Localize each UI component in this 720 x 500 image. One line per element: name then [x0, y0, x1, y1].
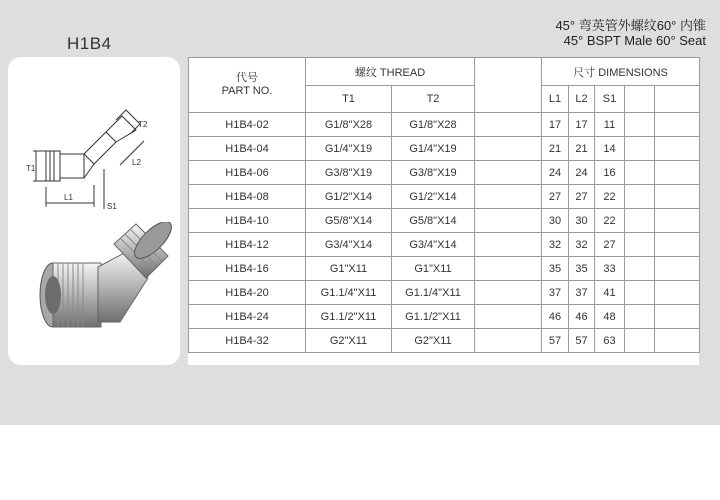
blank-cell — [475, 185, 542, 209]
t1-cell: G5/8"X14 — [306, 209, 392, 233]
header-extra-1 — [625, 86, 655, 113]
blank-cell — [475, 233, 542, 257]
header-part-no: 代号 PART NO. — [189, 58, 306, 113]
s1-cell: 14 — [595, 137, 625, 161]
subtitle-cn: 45° 弯英管外螺纹60° 内锥 — [555, 18, 706, 33]
l2-cell: 24 — [569, 161, 595, 185]
l2-cell: 35 — [569, 257, 595, 281]
part-cell: H1B4-08 — [189, 185, 306, 209]
part-cell: H1B4-06 — [189, 161, 306, 185]
table-row — [189, 113, 700, 137]
extra-cell — [625, 233, 655, 257]
extra-cell — [655, 233, 700, 257]
table-row — [189, 185, 700, 209]
t2-cell: G1/4"X19 — [392, 137, 475, 161]
header-dimensions-group: 尺寸 DIMENSIONS — [542, 58, 700, 86]
dimension-drawing — [8, 57, 180, 217]
extra-cell — [625, 305, 655, 329]
part-cell: H1B4-10 — [189, 209, 306, 233]
t1-cell: G1.1/4"X11 — [306, 281, 392, 305]
extra-cell — [625, 137, 655, 161]
extra-cell — [625, 185, 655, 209]
l1-cell: 27 — [542, 185, 569, 209]
t2-cell: G3/8"X19 — [392, 161, 475, 185]
t1-cell: G2"X11 — [306, 329, 392, 353]
extra-cell — [625, 257, 655, 281]
header-l1: L1 — [542, 86, 569, 113]
t1-cell: G3/8"X19 — [306, 161, 392, 185]
diagram-label-t2: T2 — [138, 120, 148, 129]
l1-cell: 57 — [542, 329, 569, 353]
s1-cell: 27 — [595, 233, 625, 257]
t1-cell: G1/2"X14 — [306, 185, 392, 209]
t2-cell: G1/2"X14 — [392, 185, 475, 209]
l2-cell: 37 — [569, 281, 595, 305]
header-extra-2 — [655, 86, 700, 113]
l2-cell: 30 — [569, 209, 595, 233]
dimensions-table — [188, 57, 700, 353]
extra-cell — [655, 161, 700, 185]
s1-cell: 48 — [595, 305, 625, 329]
l2-cell: 27 — [569, 185, 595, 209]
subtitle-en: 45° BSPT Male 60° Seat — [563, 33, 706, 48]
extra-cell — [625, 329, 655, 353]
part-cell: H1B4-12 — [189, 233, 306, 257]
l1-cell: 24 — [542, 161, 569, 185]
extra-cell — [655, 209, 700, 233]
table-row — [189, 257, 700, 281]
l1-cell: 17 — [542, 113, 569, 137]
t1-cell: G1/8"X28 — [306, 113, 392, 137]
t2-cell: G1/8"X28 — [392, 113, 475, 137]
diagram-label-l1: L1 — [64, 193, 73, 202]
t2-cell: G3/4"X14 — [392, 233, 475, 257]
product-image-card — [8, 57, 180, 365]
extra-cell — [625, 161, 655, 185]
s1-cell: 41 — [595, 281, 625, 305]
header-blank — [475, 58, 542, 113]
part-cell: H1B4-16 — [189, 257, 306, 281]
diagram-label-s1: S1 — [107, 202, 117, 211]
table-row — [189, 305, 700, 329]
table-row — [189, 329, 700, 353]
table-row — [189, 161, 700, 185]
t1-cell: G1"X11 — [306, 257, 392, 281]
l1-cell: 35 — [542, 257, 569, 281]
diagram-label-l2: L2 — [132, 158, 141, 167]
t1-cell: G3/4"X14 — [306, 233, 392, 257]
l1-cell: 37 — [542, 281, 569, 305]
t1-cell: G1.1/2"X11 — [306, 305, 392, 329]
blank-cell — [475, 209, 542, 233]
table-row — [189, 209, 700, 233]
s1-cell: 22 — [595, 209, 625, 233]
l2-cell: 46 — [569, 305, 595, 329]
blank-cell — [475, 305, 542, 329]
l1-cell: 21 — [542, 137, 569, 161]
l1-cell: 30 — [542, 209, 569, 233]
t2-cell: G1.1/4"X11 — [392, 281, 475, 305]
l1-cell: 32 — [542, 233, 569, 257]
s1-cell: 22 — [595, 185, 625, 209]
l1-cell: 46 — [542, 305, 569, 329]
blank-cell — [475, 281, 542, 305]
l2-cell: 21 — [569, 137, 595, 161]
l2-cell: 17 — [569, 113, 595, 137]
s1-cell: 33 — [595, 257, 625, 281]
blank-cell — [475, 257, 542, 281]
extra-cell — [655, 257, 700, 281]
l2-cell: 32 — [569, 233, 595, 257]
table-row — [189, 233, 700, 257]
extra-cell — [655, 113, 700, 137]
part-cell: H1B4-24 — [189, 305, 306, 329]
diagram-label-t1: T1 — [26, 164, 36, 173]
extra-cell — [655, 137, 700, 161]
t2-cell: G1.1/2"X11 — [392, 305, 475, 329]
extra-cell — [655, 185, 700, 209]
extra-cell — [655, 281, 700, 305]
table-row — [189, 137, 700, 161]
s1-cell: 16 — [595, 161, 625, 185]
table-row — [189, 281, 700, 305]
product-subtitle — [555, 18, 706, 48]
blank-cell — [475, 137, 542, 161]
header-t1: T1 — [306, 86, 392, 113]
extra-cell — [625, 209, 655, 233]
blank-cell — [475, 329, 542, 353]
t2-cell: G5/8"X14 — [392, 209, 475, 233]
extra-cell — [625, 281, 655, 305]
extra-cell — [655, 329, 700, 353]
part-cell: H1B4-32 — [189, 329, 306, 353]
header-t2: T2 — [392, 86, 475, 113]
part-cell: H1B4-02 — [189, 113, 306, 137]
extra-cell — [655, 305, 700, 329]
header-s1: S1 — [595, 86, 625, 113]
fitting-photo — [8, 222, 180, 342]
t2-cell: G1"X11 — [392, 257, 475, 281]
s1-cell: 11 — [595, 113, 625, 137]
blank-cell — [475, 161, 542, 185]
t2-cell: G2"X11 — [392, 329, 475, 353]
blank-cell — [475, 113, 542, 137]
part-cell: H1B4-04 — [189, 137, 306, 161]
l2-cell: 57 — [569, 329, 595, 353]
part-cell: H1B4-20 — [189, 281, 306, 305]
t1-cell: G1/4"X19 — [306, 137, 392, 161]
s1-cell: 63 — [595, 329, 625, 353]
dimensions-table-card — [188, 57, 699, 365]
product-code: H1B4 — [67, 34, 112, 53]
extra-cell — [625, 113, 655, 137]
header-l2: L2 — [569, 86, 595, 113]
header-thread-group: 螺纹 THREAD — [306, 58, 475, 86]
